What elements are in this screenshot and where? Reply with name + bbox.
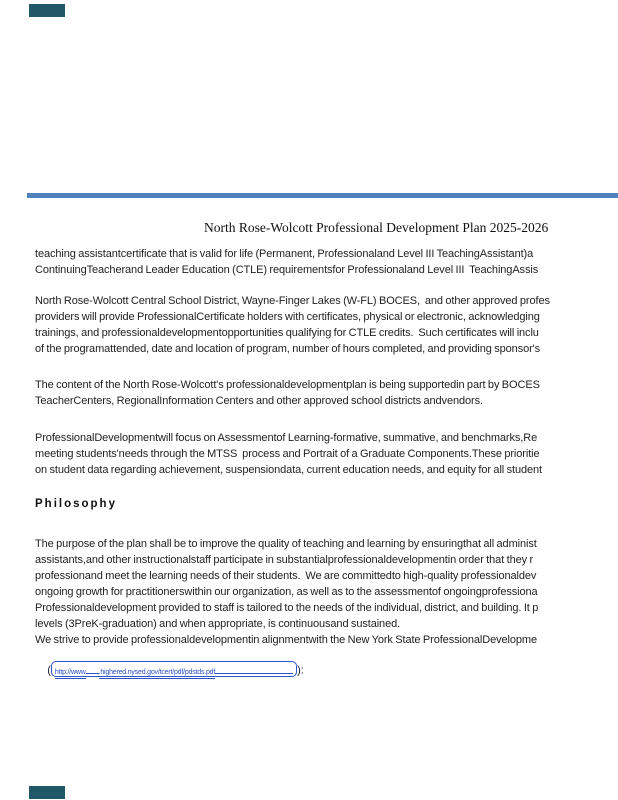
- paragraph-intro: [35, 246, 538, 278]
- paragraph-support: [35, 377, 540, 409]
- pdstds-hyperlink-path[interactable]: .highered.nysed.gov/tcert/pdf/pdstds.pdf: [99, 668, 216, 679]
- link-open-paren: (: [47, 664, 51, 677]
- page-edge-marker-top: [29, 4, 65, 17]
- text-line: professionand meet the learning needs of their students. We are committedto high-quality professionaldev: [35, 570, 537, 582]
- pdstds-hyperlink-www[interactable]: http://www: [55, 668, 86, 679]
- paragraph-philosophy: [35, 536, 538, 648]
- text-line: ongoing growth for practitionerswithin our organization, as well as to the assessmentof ongoingprofessiona: [35, 586, 538, 598]
- text-line: We strive to provide professionaldevelopmentin alignmentwith the New York State ProfessionalDevelopme: [35, 634, 537, 646]
- text-line: The content of the North Rose-Wolcott's professionaldevelopmentplan is being supportedin part by BOCES: [35, 379, 540, 391]
- document-title: North Rose-Wolcott Professional Development Plan 2025-2026: [204, 220, 549, 235]
- paragraph-focus: [35, 430, 542, 478]
- pdstds-hyperlink-box[interactable]: [51, 661, 297, 677]
- text-line: meeting students'needs through the MTSS process and Portrait of a Graduate Components.These prioritie: [35, 448, 540, 460]
- text-line: ProfessionalDevelopmentwill focus on Assessmentof Learning-formative, summative, and benchmarks,Re: [35, 432, 538, 444]
- paragraph-certificates: [35, 293, 550, 357]
- text-line: North Rose-Wolcott Central School District, Wayne-Finger Lakes (W-FL) BOCES, and other approved profes: [35, 295, 550, 307]
- text-line: The purpose of the plan shall be to improve the quality of teaching and learning by ensuringthat all administ: [35, 538, 537, 550]
- philosophy-heading: Philosophy: [35, 498, 117, 510]
- hyperlink-underline-gap: [86, 663, 99, 674]
- text-line: levels (3PreK-graduation) and when appropriate, is continuousand sustained.: [35, 618, 401, 630]
- text-line: TeacherCenters, RegionalInformation Centers and other approved school districts andvendors.: [35, 395, 483, 407]
- hyperlink-underline-gap: [215, 663, 293, 674]
- standards-link-line: [35, 652, 304, 689]
- header-horizontal-rule: [27, 193, 618, 198]
- page-edge-marker-bottom: [29, 786, 65, 799]
- text-line: assistants,and other instructionalstaff participate in substantialprofessionaldevelopmentin order that they r: [35, 554, 534, 566]
- text-line: on student data regarding achievement, suspensiondata, current education needs, and equity for all student: [35, 464, 542, 476]
- text-line: providers will provide ProfessionalCertificate holders with certificates, physical or electronic, acknowledging: [35, 311, 540, 323]
- text-line: trainings, and professionaldevelopmentopportunities qualifying for CTLE credits. Such certificates will inclu: [35, 327, 539, 339]
- link-close-paren: ):: [297, 664, 304, 677]
- text-line: of the programattended, date and location of program, number of hours completed, and providing sponsor's: [35, 343, 541, 355]
- text-line: ContinuingTeacherand Leader Education (CTLE) requirementsfor Professionaland Level III TeachingAssis: [35, 264, 539, 276]
- text-line: teaching assistantcertificate that is valid for life (Permanent, Professionaland Level III TeachingAssistant)a: [35, 248, 534, 260]
- text-line: Professionaldevelopment provided to staff is tailored to the needs of the individual, district, and building. It p: [35, 602, 539, 614]
